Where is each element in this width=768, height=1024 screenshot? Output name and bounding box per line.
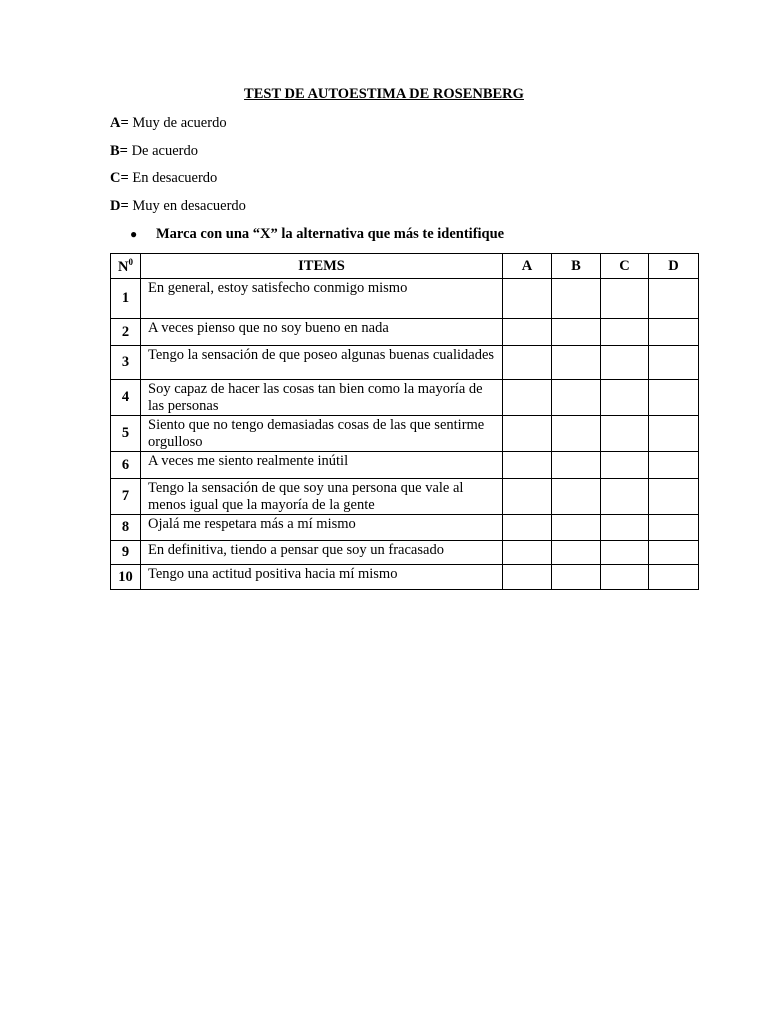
legend-text: Muy en desacuerdo [132, 198, 246, 214]
row-number: 7 [111, 479, 141, 515]
row-item-text: Siento que no tengo demasiadas cosas de las que sentirme orgulloso [141, 416, 503, 452]
answer-cell-a[interactable] [503, 279, 552, 319]
row-number: 4 [111, 380, 141, 416]
header-c: C [601, 254, 649, 279]
header-a: A [503, 254, 552, 279]
answer-cell-c[interactable] [601, 416, 649, 452]
row-number: 5 [111, 416, 141, 452]
answer-cell-d[interactable] [649, 515, 699, 541]
answer-cell-d[interactable] [649, 452, 699, 479]
answer-cell-b[interactable] [552, 380, 601, 416]
answer-cell-b[interactable] [552, 479, 601, 515]
answer-cell-d[interactable] [649, 319, 699, 346]
legend-item-b [110, 142, 198, 160]
answer-cell-b[interactable] [552, 319, 601, 346]
row-item-text: A veces me siento realmente inútil [141, 452, 503, 479]
header-number-text: N [118, 258, 129, 275]
table-row [111, 380, 699, 416]
answer-cell-a[interactable] [503, 452, 552, 479]
answer-cell-c[interactable] [601, 380, 649, 416]
answer-cell-a[interactable] [503, 541, 552, 565]
answer-cell-a[interactable] [503, 380, 552, 416]
answer-cell-c[interactable] [601, 565, 649, 590]
row-number: 3 [111, 346, 141, 380]
row-number: 10 [111, 565, 141, 590]
legend-key: C= [110, 170, 129, 186]
answer-cell-d[interactable] [649, 279, 699, 319]
header-d: D [649, 254, 699, 279]
legend-item-c [110, 169, 217, 187]
answer-cell-c[interactable] [601, 319, 649, 346]
answer-cell-b[interactable] [552, 541, 601, 565]
legend-key: D= [110, 198, 129, 214]
row-item-text: Ojalá me respetara más a mí mismo [141, 515, 503, 541]
answer-cell-b[interactable] [552, 515, 601, 541]
table-row [111, 346, 699, 380]
table-header-row [111, 254, 699, 279]
answer-cell-d[interactable] [649, 541, 699, 565]
bullet-icon: ● [130, 227, 138, 241]
answer-cell-c[interactable] [601, 346, 649, 380]
answer-cell-a[interactable] [503, 346, 552, 380]
rosenberg-table [110, 253, 699, 590]
document-title: TEST DE AUTOESTIMA DE ROSENBERG [244, 86, 524, 102]
answer-cell-c[interactable] [601, 479, 649, 515]
row-item-text: En definitiva, tiendo a pensar que soy un fracasado [141, 541, 503, 565]
row-item-text: Tengo la sensación de que poseo algunas buenas cualidades [141, 346, 503, 380]
table-row [111, 565, 699, 590]
row-item-text: Tengo una actitud positiva hacia mí mismo [141, 565, 503, 590]
table-row [111, 416, 699, 452]
table-row [111, 279, 699, 319]
answer-cell-d[interactable] [649, 380, 699, 416]
legend-key: B= [110, 143, 128, 159]
answer-cell-c[interactable] [601, 452, 649, 479]
table-row [111, 479, 699, 515]
answer-cell-a[interactable] [503, 515, 552, 541]
table-row [111, 452, 699, 479]
answer-cell-b[interactable] [552, 452, 601, 479]
legend-item-d [110, 197, 246, 215]
answer-cell-a[interactable] [503, 565, 552, 590]
answer-cell-d[interactable] [649, 565, 699, 590]
answer-cell-c[interactable] [601, 541, 649, 565]
answer-cell-b[interactable] [552, 416, 601, 452]
row-number: 8 [111, 515, 141, 541]
row-number: 2 [111, 319, 141, 346]
header-number-sup: 0 [128, 256, 133, 267]
legend-text: De acuerdo [131, 143, 198, 159]
legend-item-a [110, 114, 227, 132]
answer-cell-d[interactable] [649, 479, 699, 515]
answer-cell-c[interactable] [601, 515, 649, 541]
row-number: 1 [111, 279, 141, 319]
header-number [111, 254, 141, 279]
table-row [111, 541, 699, 565]
table-row [111, 319, 699, 346]
row-item-text: A veces pienso que no soy bueno en nada [141, 319, 503, 346]
answer-cell-a[interactable] [503, 416, 552, 452]
legend-text: Muy de acuerdo [132, 115, 227, 131]
instruction [130, 225, 504, 243]
answer-cell-a[interactable] [503, 479, 552, 515]
row-number: 9 [111, 541, 141, 565]
answer-cell-b[interactable] [552, 346, 601, 380]
answer-cell-c[interactable] [601, 279, 649, 319]
header-items: ITEMS [141, 254, 503, 279]
legend-key: A= [110, 115, 129, 131]
row-item-text: Tengo la sensación de que soy una persona que vale al menos igual que la mayoría de la gente [141, 479, 503, 515]
row-item-text: En general, estoy satisfecho conmigo mismo [141, 279, 503, 319]
answer-cell-d[interactable] [649, 346, 699, 380]
instruction-text: Marca con una “X” la alternativa que más te identifique [156, 226, 505, 242]
answer-cell-a[interactable] [503, 319, 552, 346]
legend-text: En desacuerdo [132, 170, 218, 186]
table-row [111, 515, 699, 541]
answer-cell-b[interactable] [552, 565, 601, 590]
row-item-text: Soy capaz de hacer las cosas tan bien como la mayoría de las personas [141, 380, 503, 416]
answer-cell-b[interactable] [552, 279, 601, 319]
answer-cell-d[interactable] [649, 416, 699, 452]
header-b: B [552, 254, 601, 279]
row-number: 6 [111, 452, 141, 479]
